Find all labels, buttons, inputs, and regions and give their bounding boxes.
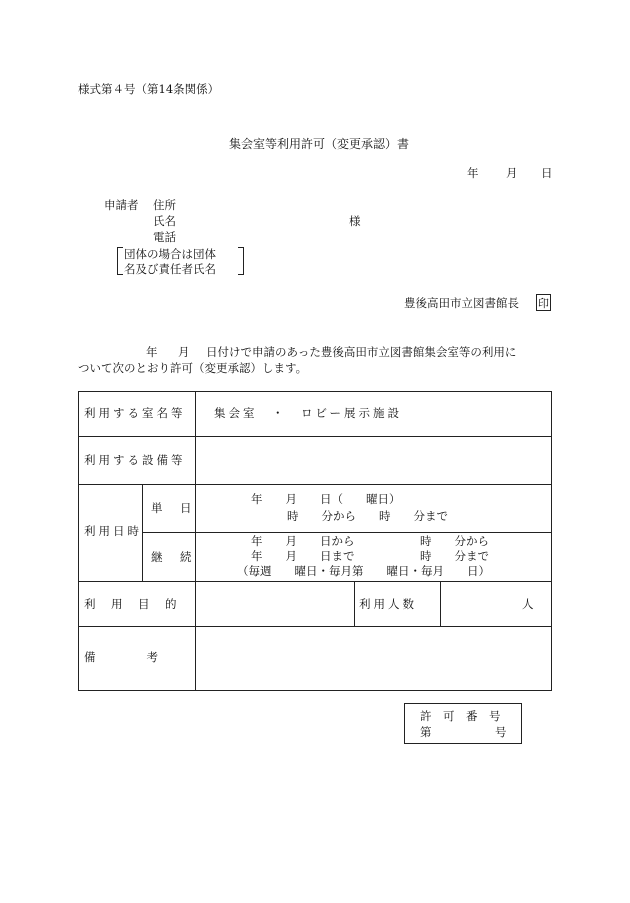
remarks-label: 備 考 (84, 650, 159, 664)
people-unit: 人 (522, 597, 534, 611)
applicant-address-label: 住所 (153, 198, 176, 212)
continuous-start-date: 年 月 日から (251, 534, 355, 548)
form-number: 様式第４号（第14条関係） (78, 82, 220, 96)
continuous-recurrence: （毎週 曜日・毎月第 曜日・毎月 日） (237, 564, 490, 578)
group-note-line1: 団体の場合は団体 (124, 247, 216, 261)
applicant-name-label: 氏名 (153, 214, 176, 228)
date-year: 年 (467, 166, 479, 180)
date-day: 日 (541, 166, 553, 180)
applicant-sama: 様 (349, 214, 361, 228)
left-bracket (117, 247, 123, 275)
single-day-label: 単 日 (151, 501, 195, 515)
equipment-label: 利用する設備等 (84, 453, 186, 467)
continuous-start-time: 時 分から (420, 534, 489, 548)
seal-box (536, 294, 551, 311)
continuous-label: 継 続 (151, 550, 195, 564)
people-label: 利用人数 (359, 597, 417, 611)
permit-number-prefix: 第 (420, 725, 432, 739)
permit-number-suffix: 号 (495, 725, 507, 739)
purpose-label: 利 用 目 的 (84, 597, 179, 611)
applicant-label: 申請者 (104, 198, 139, 212)
single-day-time: 時 分から 時 分まで (287, 509, 448, 523)
permit-label: 許 可 番 号 (420, 709, 501, 723)
room-value: 集会室 ・ ロビー展示施設 (214, 406, 403, 420)
body-year: 年 (146, 345, 158, 359)
body-line1: 日付けで申請のあった豊後高田市立図書館集会室等の利用に (206, 345, 517, 359)
datetime-label: 利用日時 (84, 524, 142, 538)
body-line2: ついて次のとおり許可（変更承認）します。 (78, 361, 308, 375)
continuous-end-date: 年 月 日まで (251, 549, 355, 563)
group-note-line2: 名及び責任者氏名 (124, 262, 216, 276)
applicant-phone-label: 電話 (153, 230, 176, 244)
date-month: 月 (506, 166, 518, 180)
room-label: 利用する室名等 (84, 406, 186, 420)
seal-mark: 印 (538, 296, 549, 310)
continuous-end-time: 時 分まで (420, 549, 489, 563)
document-title: 集会室等利用許可（変更承認）書 (229, 137, 410, 151)
single-day-date: 年 月 日（ 曜日） (251, 492, 401, 506)
body-month: 月 (178, 345, 190, 359)
right-bracket (238, 247, 244, 275)
issuer-name: 豊後高田市立図書館長 (404, 296, 519, 310)
